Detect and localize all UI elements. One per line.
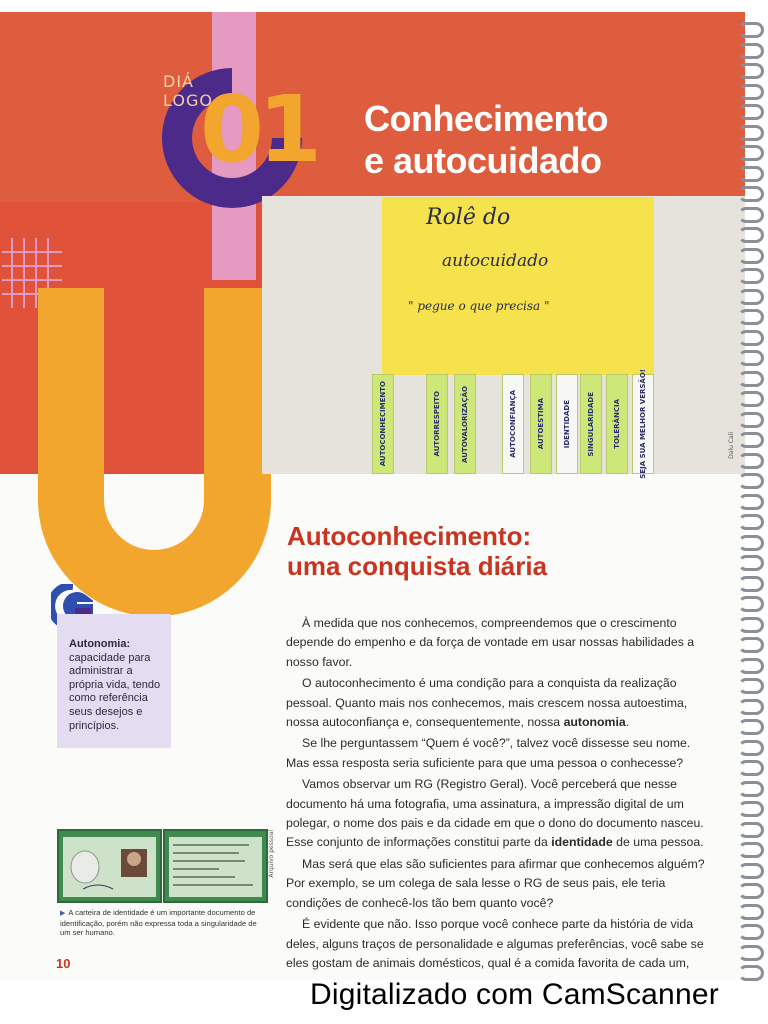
spiral-ring-icon [738, 514, 764, 530]
textbook-page [0, 12, 745, 980]
chapter-title [364, 98, 608, 182]
spiral-ring-icon [738, 535, 764, 551]
id-text-lines-icon [169, 837, 262, 897]
spiral-ring-icon [738, 473, 764, 489]
spiral-ring-icon [738, 637, 764, 653]
scanner-watermark: Digitalizado com CamScanner [310, 978, 719, 1011]
spiral-ring-icon [738, 43, 764, 59]
photo-tab: SEJA SUA MELHOR VERSÃO! [632, 374, 654, 474]
chapter-title-line2: e autocuidado [364, 140, 602, 181]
spiral-ring-icon [738, 494, 764, 510]
spiral-ring-icon [738, 658, 764, 674]
paragraph: À medida que nos conhecemos, compreendemos que o crescimento depende do empenho e da força de vontade em usar nossas habilidades a nosso favor. [286, 616, 695, 669]
spiral-ring-icon [738, 904, 764, 920]
spiral-ring-icon [738, 822, 764, 838]
spiral-ring-icon [738, 781, 764, 797]
photo-tab: AUTOCONFIANÇA [502, 374, 524, 474]
paragraph: É evidente que não. Isso porque você conhece parte da história de vida deles, alguns traços de personalidade e algumas preferências, você sabe se eles gostam de animais domésticos, qual é a comida favorita de cada um, [286, 917, 704, 970]
caption-triangle-icon: ▶ [60, 910, 66, 917]
spiral-ring-icon [738, 391, 764, 407]
glossary-definition: capacidade para administrar a própria vida, tendo como referência seus desejos e princípios. [69, 651, 161, 732]
spiral-ring-icon [738, 719, 764, 735]
spiral-ring-icon [738, 432, 764, 448]
spiral-ring-icon [738, 965, 764, 981]
spiral-ring-icon [738, 207, 764, 223]
spiral-ring-icon [738, 801, 764, 817]
spiral-ring-icon [738, 63, 764, 79]
figure-caption: ▶ A carteira de identidade é um importante documento de identificação, porém não expressa toda a singularidade de um ser humano. [60, 908, 257, 937]
article-body [286, 614, 716, 975]
spiral-ring-icon [738, 22, 764, 38]
spiral-ring-icon [738, 740, 764, 756]
spiral-ring-icon [738, 555, 764, 571]
spiral-ring-icon [738, 678, 764, 694]
photo-tab: AUTOCONHECIMENTO [372, 374, 394, 474]
decorative-orange-u [38, 288, 271, 618]
paragraph: O autoconhecimento é uma condição para a conquista da realização pessoal. Quanto mais nos conhecemos, mais crescem nossa autoestima, nossa autoconfiança e, consequentemente, nossa autonomia. [286, 676, 688, 730]
spiral-ring-icon [738, 104, 764, 120]
photo-tab: IDENTIDADE [556, 374, 578, 474]
photo-tab: AUTOVALORIZAÇÃO [454, 374, 476, 474]
spiral-ring-icon [738, 309, 764, 325]
spiral-ring-icon [738, 924, 764, 940]
photo-tab: TOLERÂNCIA [606, 374, 628, 474]
spiral-ring-icon [738, 227, 764, 243]
article-heading [287, 521, 547, 581]
id-photo-icon [63, 837, 156, 897]
photo-credit: Dalu Cali [728, 432, 735, 459]
id-document-photo [57, 829, 263, 903]
spiral-ring-icon [738, 883, 764, 899]
poster-heading-line3: " pegue o que precisa " [408, 299, 550, 313]
glossary-term: Autonomia: [69, 638, 131, 650]
spiral-ring-icon [738, 412, 764, 428]
paragraph: Mas será que elas são suficientes para afirmar que conhecemos alguém? Por exemplo, se um colega de sala lesse o RG de seus pais, ele teria condições de conhecê-los tão bem quanto você? [286, 856, 705, 910]
photo-poster [382, 197, 654, 375]
spiral-ring-icon [738, 125, 764, 141]
section-prefix: DIÁ LOGO [163, 72, 213, 110]
spiral-ring-icon [738, 248, 764, 264]
spiral-ring-icon [738, 842, 764, 858]
spiral-ring-icon [738, 350, 764, 366]
article-heading-line2: uma conquista diária [287, 551, 548, 581]
spiral-ring-icon [738, 699, 764, 715]
spiral-ring-icon [738, 945, 764, 961]
paragraph: Vamos observar um RG (Registro Geral). Você perceberá que nesse documento há uma fotografia, uma assinatura, a impressão digital de um polegar, o nome dos pais e da cidade em que o dono do documento nasceu. Esse conjunto de informações constitui parte da identidade de uma pessoa. [286, 777, 704, 850]
spiral-ring-icon [738, 84, 764, 100]
id-card-front [57, 829, 162, 903]
spiral-ring-icon [738, 330, 764, 346]
spiral-ring-icon [738, 268, 764, 284]
spiral-ring-icon [738, 576, 764, 592]
chapter-number: 01 [200, 76, 317, 183]
spiral-ring-icon [738, 596, 764, 612]
chapter-title-line1: Conhecimento [364, 98, 609, 139]
spiral-ring-icon [738, 453, 764, 469]
spiral-ring-icon [738, 186, 764, 202]
id-card-back [163, 829, 268, 903]
image-credit: Arquivo pessoal [268, 830, 275, 878]
photo-tab: AUTOESTIMA [530, 374, 552, 474]
page-number: 10 [56, 956, 71, 971]
glossary-box [57, 614, 171, 748]
paragraph: Se lhe perguntassem “Quem é você?”, talvez você dissesse seu nome. Mas essa resposta seria suficiente para que uma pessoa o conhecesse? [286, 736, 691, 770]
spiral-ring-icon [738, 289, 764, 305]
spiral-ring-icon [738, 617, 764, 633]
poster-heading-line1: Rolê do [426, 205, 511, 230]
poster-heading-line2: autocuidado [442, 251, 549, 271]
spiral-ring-icon [738, 863, 764, 879]
photo-tab: AUTORRESPEITO [426, 374, 448, 474]
spiral-ring-icon [738, 166, 764, 182]
article-heading-line1: Autoconhecimento: [287, 521, 532, 551]
spiral-ring-icon [738, 371, 764, 387]
spiral-binding [742, 8, 768, 980]
spiral-ring-icon [738, 760, 764, 776]
photo-tab: SINGULARIDADE [580, 374, 602, 474]
spiral-ring-icon [738, 145, 764, 161]
